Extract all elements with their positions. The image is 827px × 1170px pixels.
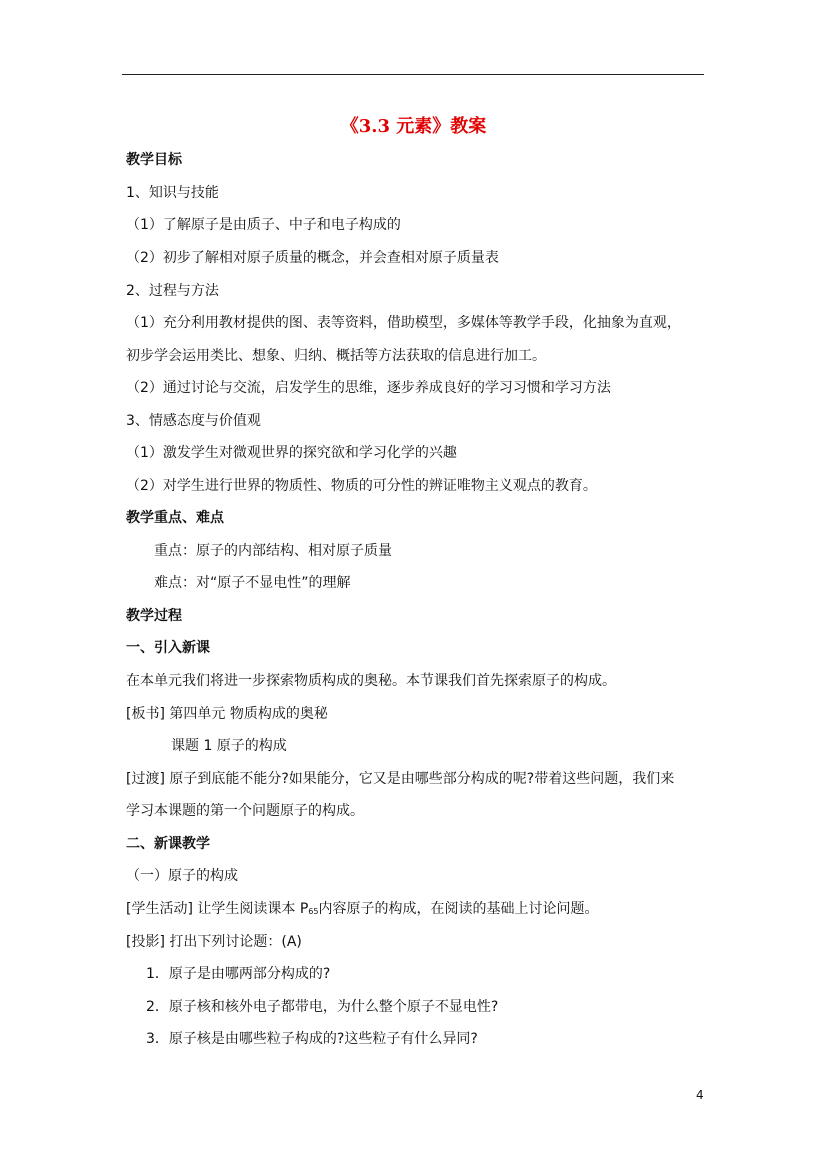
heading-new-lesson-teaching: 二、新课教学	[126, 836, 210, 852]
objective-item: （2）对学生进行世界的物质性、物质的可分性的辨证唯物主义观点的教育。	[126, 478, 597, 494]
discussion-question: 1．原子是由哪两部分构成的?	[146, 966, 331, 982]
student-activity	[126, 899, 598, 922]
section-attitudes-values: 3、情感态度与价值观	[126, 413, 261, 429]
objective-item: （1）激发学生对微观世界的探究欲和学习化学的兴趣	[126, 445, 457, 461]
heading-introduce-lesson: 一、引入新课	[126, 640, 210, 656]
blackboard-note: [板书] 第四单元 物质构成的奥秘	[126, 706, 328, 722]
lesson-topic: 课题 1 原子的构成	[171, 738, 287, 754]
page-subscript: 65	[308, 907, 319, 916]
header-rule	[122, 74, 704, 75]
body-paragraph: 在本单元我们将进一步探索物质构成的奥秘。本节课我们首先探索原子的构成。	[126, 673, 616, 689]
heading-teaching-process: 教学过程	[126, 608, 182, 624]
key-point: 重点：原子的内部结构、相对原子质量	[154, 543, 392, 559]
student-activity-text: [学生活动] 让学生阅读课本 P	[126, 901, 309, 917]
objective-item: （2）初步了解相对原子质量的概念，并会查相对原子质量表	[126, 250, 499, 266]
objective-item-continued: 初步学会运用类比、想象、归纳、概括等方法获取的信息进行加工。	[126, 348, 546, 364]
projection-note: [投影] 打出下列讨论题：(A)	[126, 934, 302, 950]
heading-teaching-objectives: 教学目标	[126, 152, 182, 168]
difficult-point: 难点：对“原子不显电性”的理解	[154, 575, 351, 591]
subheading-atom-structure: （一）原子的构成	[126, 868, 238, 884]
discussion-question: 3．原子核是由哪些粒子构成的?这些粒子有什么异同?	[146, 1031, 478, 1047]
transition-paragraph-continued: 学习本课题的第一个问题原子的构成。	[126, 803, 364, 819]
objective-item: （2）通过讨论与交流，启发学生的思维，逐步养成良好的学习习惯和学习方法	[126, 380, 611, 396]
page-number: 4	[696, 1088, 704, 1102]
student-activity-text-rest: 内容原子的构成，在阅读的基础上讨论问题。	[318, 901, 599, 917]
document-title: 《3.3 元素》教案	[340, 116, 487, 137]
objective-item: （1）了解原子是由质子、中子和电子构成的	[126, 217, 401, 233]
discussion-question: 2．原子核和核外电子都带电，为什么整个原子不显电性?	[146, 999, 499, 1015]
section-process-methods: 2、过程与方法	[126, 283, 219, 299]
section-knowledge-skills: 1、知识与技能	[126, 185, 219, 201]
objective-item: （1）充分利用教材提供的图、表等资料，借助模型，多媒体等教学手段，化抽象为直观，	[126, 315, 681, 331]
heading-key-difficult-points: 教学重点、难点	[126, 510, 224, 526]
transition-paragraph: [过渡] 原子到底能不能分?如果能分，它又是由哪些部分构成的呢?带着这些问题，我们来	[126, 771, 675, 787]
